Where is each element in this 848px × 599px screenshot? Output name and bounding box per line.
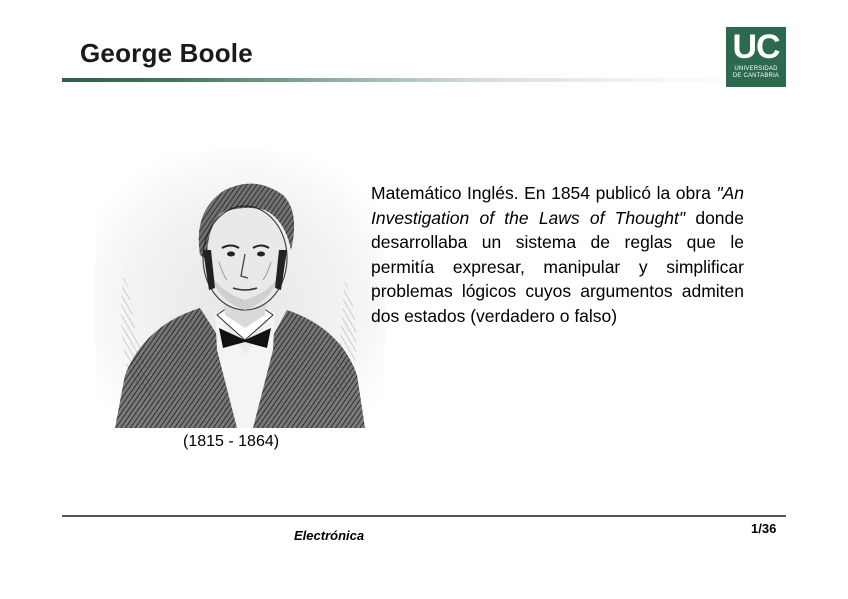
page-number: 1/36 [751,521,777,536]
book-title: "An Investigation of the Laws of Thought" [371,183,744,228]
biography-text [371,181,744,328]
footer-course-name: Electrónica [294,528,365,543]
biography-part-2: donde desarrollaba un sistema de reglas que le permitía expresar, manipular y simplificar problemas lógicos cuyos argumentos admiten dos estados (verdadero o falso) [371,207,744,326]
footer-divider [62,515,786,517]
title-underline [62,78,762,82]
university-logo [726,27,786,87]
portrait-caption: (1815 - 1864) [183,433,280,450]
logo-letters: UC [732,28,780,66]
biography-part-1: Matemático Inglés. En 1854 publicó la obra [371,183,717,203]
logo-line-2: DE CANTABRIA [732,73,780,79]
slide-title: George Boole [80,38,253,68]
logo-line-1: UNIVERSIDAD [734,66,778,72]
portrait-image [95,150,385,428]
